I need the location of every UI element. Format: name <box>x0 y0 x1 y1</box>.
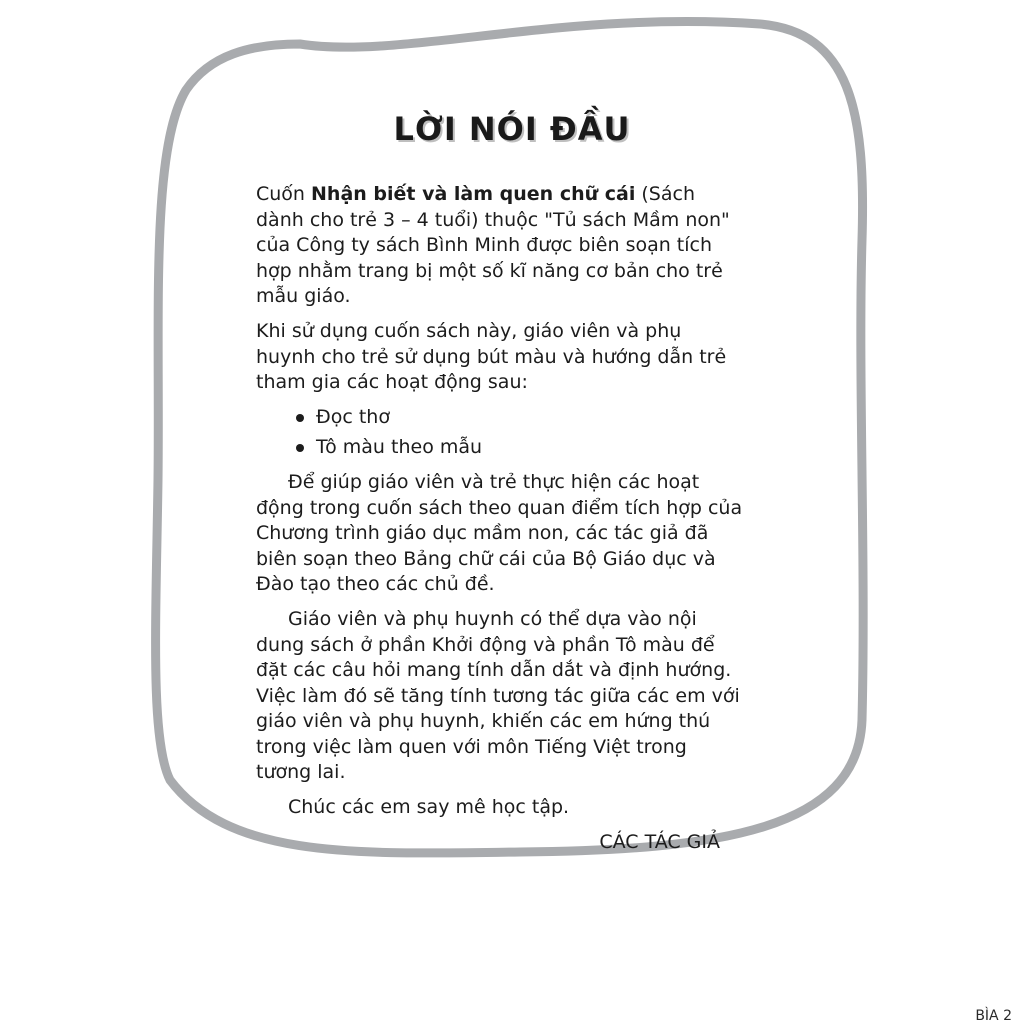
closing-line: Chúc các em say mê học tập. <box>288 796 570 819</box>
list-item <box>294 405 746 431</box>
signature: CÁC TÁC GIẢ <box>599 830 720 853</box>
page-title: LỜI NÓI ĐẦU <box>393 110 631 148</box>
bullet-icon <box>296 414 304 422</box>
preface-body <box>256 182 746 864</box>
list-item <box>294 435 746 461</box>
page-number: BÌA 2 <box>975 1008 1012 1024</box>
paragraph-guidance: Giáo viên và phụ huynh có thể dựa vào nội dung sách ở phần Khởi động và phần Tô màu để đặt các câu hỏi mang tính dẫn dắt và định hướng. Việc làm đó sẽ tăng tính tương tác giữa các em với giáo viên và phụ huynh, khiến các em hứng thú trong việc làm quen với môn Tiếng Việt trong tương lai. <box>256 607 740 784</box>
activity-label: Đọc thơ <box>316 405 390 428</box>
book-title: Nhận biết và làm quen chữ cái <box>311 183 636 205</box>
activity-list <box>256 405 746 461</box>
intro-suffix: (Sách dành cho trẻ 3 – 4 tuổi) thuộc "Tủ sách Mầm non" của Công ty sách Bình Minh được biên soạn tích hợp nhằm trang bị một số kĩ năng cơ bản cho trẻ mẫu giáo. <box>256 183 730 308</box>
bullet-icon <box>296 444 304 452</box>
activity-label: Tô màu theo mẫu <box>316 436 483 459</box>
intro-prefix: Cuốn <box>256 183 312 205</box>
paragraph-usage: Khi sử dụng cuốn sách này, giáo viên và phụ huynh cho trẻ sử dụng bút màu và hướng dẫn trẻ tham gia các hoạt động sau: <box>256 319 727 394</box>
paragraph-intro <box>256 182 746 310</box>
paragraph-curriculum: Để giúp giáo viên và trẻ thực hiện các hoạt động trong cuốn sách theo quan điểm tích hợp của Chương trình giáo dục mầm non, các tác giả đã biên soạn theo Bảng chữ cái của Bộ Giáo dục và Đào tạo theo các chủ đề. <box>256 470 743 596</box>
